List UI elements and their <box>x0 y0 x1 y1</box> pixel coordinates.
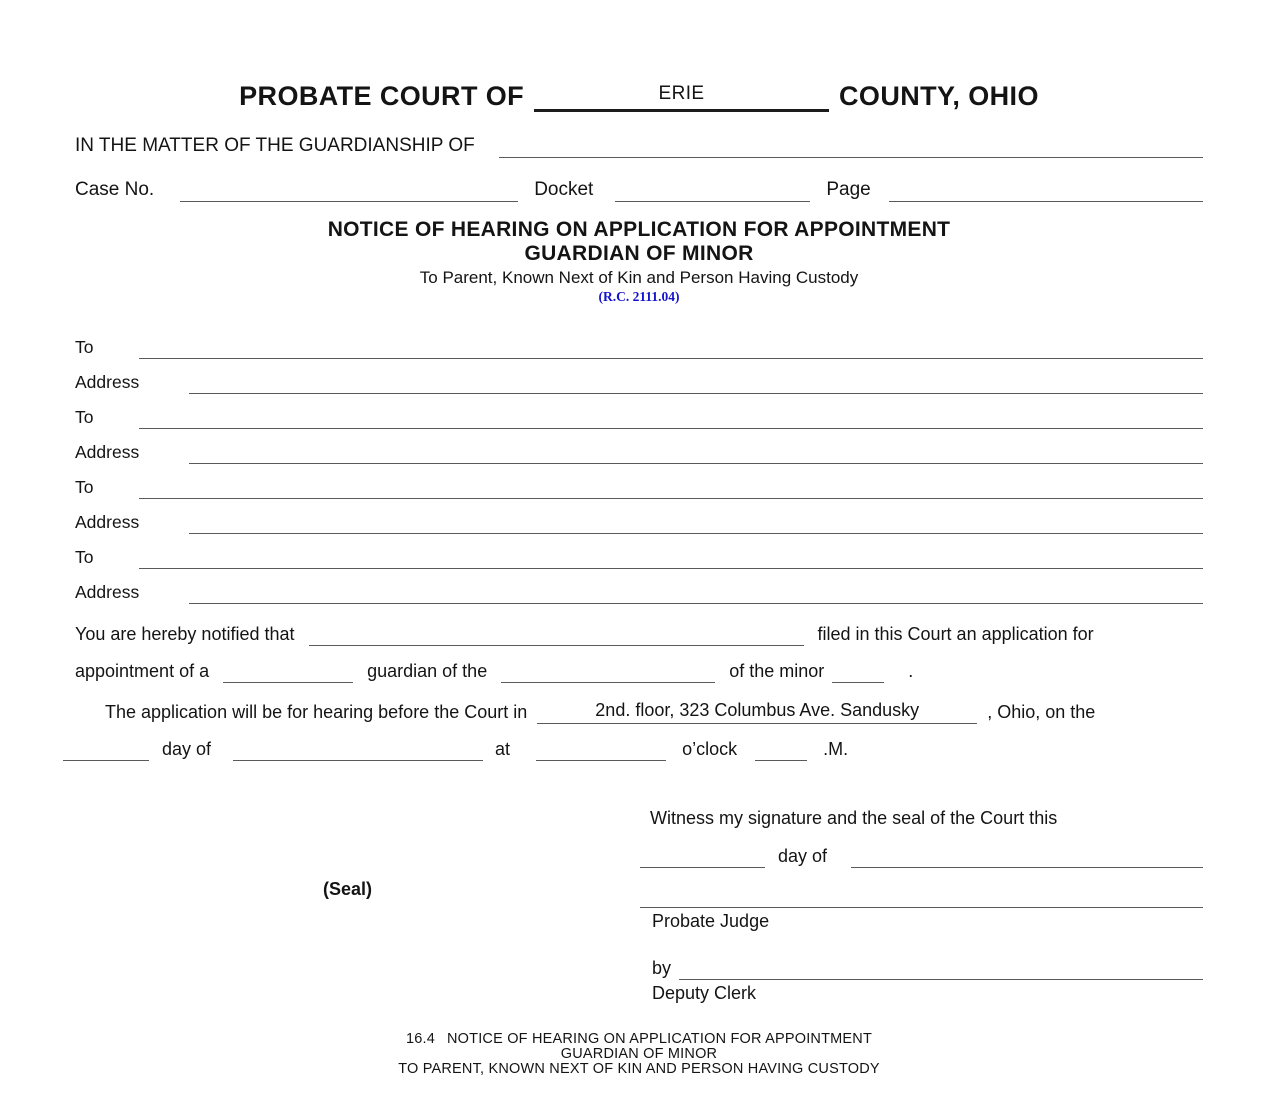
address-field-3[interactable] <box>189 510 1203 534</box>
hearing-month-field[interactable] <box>233 737 483 761</box>
notice-heading <box>75 218 1203 305</box>
form-footer <box>75 1032 1203 1077</box>
address-row-4 <box>75 580 1203 604</box>
to-field-2[interactable] <box>139 405 1203 429</box>
minor-label: of the minor <box>729 661 825 681</box>
to-label-2: To <box>75 407 94 427</box>
notice-heading-line2: GUARDIAN OF MINOR <box>524 242 754 265</box>
minor-name-field[interactable] <box>832 659 884 683</box>
witness-day-field[interactable] <box>640 844 765 868</box>
meridiem-label: .M. <box>823 739 849 759</box>
seal-label: (Seal) <box>323 879 373 899</box>
address-field-2[interactable] <box>189 440 1203 464</box>
probate-judge-label: Probate Judge <box>652 911 770 931</box>
hearing-row-2 <box>63 737 1203 761</box>
page-field[interactable] <box>889 178 1203 202</box>
docket-field[interactable] <box>615 178 810 202</box>
hearing-time-field[interactable] <box>536 737 666 761</box>
to-field-1[interactable] <box>139 335 1203 359</box>
appointment-prefix: appointment of a <box>75 661 210 681</box>
deputy-clerk-label: Deputy Clerk <box>652 983 757 1003</box>
signature-section <box>75 807 1203 1004</box>
address-label-1: Address <box>75 372 140 392</box>
witness-day-of-label: day of <box>778 846 828 866</box>
by-label: by <box>652 958 672 978</box>
docket-label: Docket <box>534 179 594 200</box>
hearing-prefix: The application will be for hearing before the Court in <box>105 702 528 722</box>
applicant-name-field[interactable] <box>309 622 804 646</box>
title-suffix: COUNTY, OHIO <box>839 81 1039 111</box>
address-field-4[interactable] <box>189 580 1203 604</box>
footer-line-1 <box>75 1032 1203 1047</box>
to-field-3[interactable] <box>139 475 1203 499</box>
by-row <box>640 956 1203 980</box>
case-no-label: Case No. <box>75 179 155 200</box>
footer-title-line1: NOTICE OF HEARING ON APPLICATION FOR APPOINTMENT <box>446 1031 873 1047</box>
at-label: at <box>495 739 511 759</box>
appointment-row <box>75 659 1203 683</box>
to-field-4[interactable] <box>139 545 1203 569</box>
matter-label: IN THE MATTER OF THE GUARDIANSHIP OF <box>75 135 475 156</box>
to-label-3: To <box>75 477 94 497</box>
notified-prefix: You are hereby notified that <box>75 624 295 644</box>
guardian-of-field[interactable] <box>501 659 715 683</box>
hearing-suffix: , Ohio, on the <box>987 702 1096 722</box>
to-label-1: To <box>75 337 94 357</box>
statute-reference: (R.C. 2111.04) <box>598 289 680 304</box>
address-label-2: Address <box>75 442 140 462</box>
case-no-field[interactable] <box>180 178 518 202</box>
to-row-3 <box>75 475 1203 499</box>
to-row-1 <box>75 335 1203 359</box>
notified-suffix: filed in this Court an application for <box>817 624 1094 644</box>
address-row-2 <box>75 440 1203 464</box>
matter-row <box>75 134 1203 158</box>
to-label-4: To <box>75 547 94 567</box>
county-value: ERIE <box>658 83 705 104</box>
notice-subheading: To Parent, Known Next of Kin and Person Having Custody <box>419 268 859 287</box>
hearing-location-field[interactable] <box>537 698 977 724</box>
probate-judge-signature-line[interactable] <box>640 890 1203 908</box>
signature-block <box>640 807 1203 1004</box>
witness-date-row <box>640 844 1203 868</box>
hearing-row-1 <box>75 698 1203 724</box>
deputy-clerk-signature-line[interactable] <box>679 956 1203 980</box>
witness-text: Witness my signature and the seal of the Court this <box>650 808 1058 828</box>
title-prefix: PROBATE COURT OF <box>239 81 525 111</box>
witness-month-field[interactable] <box>851 844 1203 868</box>
footer-line-3: TO PARENT, KNOWN NEXT OF KIN AND PERSON HAVING CUSTODY <box>398 1061 880 1077</box>
address-field-1[interactable] <box>189 370 1203 394</box>
hearing-location-value: 2nd. floor, 323 Columbus Ave. Sandusky <box>595 700 920 720</box>
guardian-type-field[interactable] <box>223 659 353 683</box>
to-row-2 <box>75 405 1203 429</box>
sentence-period: . <box>908 661 914 681</box>
guardian-of-label: guardian of the <box>367 661 488 681</box>
page-label: Page <box>826 179 871 200</box>
notified-row <box>75 622 1203 646</box>
hearing-day-of-label: day of <box>162 739 212 759</box>
footer-line-2: GUARDIAN OF MINOR <box>560 1046 718 1062</box>
hearing-day-field[interactable] <box>63 737 149 761</box>
notice-heading-line1: NOTICE OF HEARING ON APPLICATION FOR APPOINTMENT <box>327 218 951 241</box>
recipients-section <box>75 335 1203 604</box>
form-title <box>75 0 1203 112</box>
address-row-1 <box>75 370 1203 394</box>
hearing-meridiem-field[interactable] <box>755 737 807 761</box>
oclock-label: o’clock <box>682 739 738 759</box>
address-row-3 <box>75 510 1203 534</box>
form-number: 16.4 <box>405 1031 435 1047</box>
county-field[interactable] <box>534 80 829 112</box>
guardianship-of-field[interactable] <box>499 134 1203 158</box>
case-row <box>75 178 1203 202</box>
address-label-4: Address <box>75 582 140 602</box>
address-label-3: Address <box>75 512 140 532</box>
to-row-4 <box>75 545 1203 569</box>
